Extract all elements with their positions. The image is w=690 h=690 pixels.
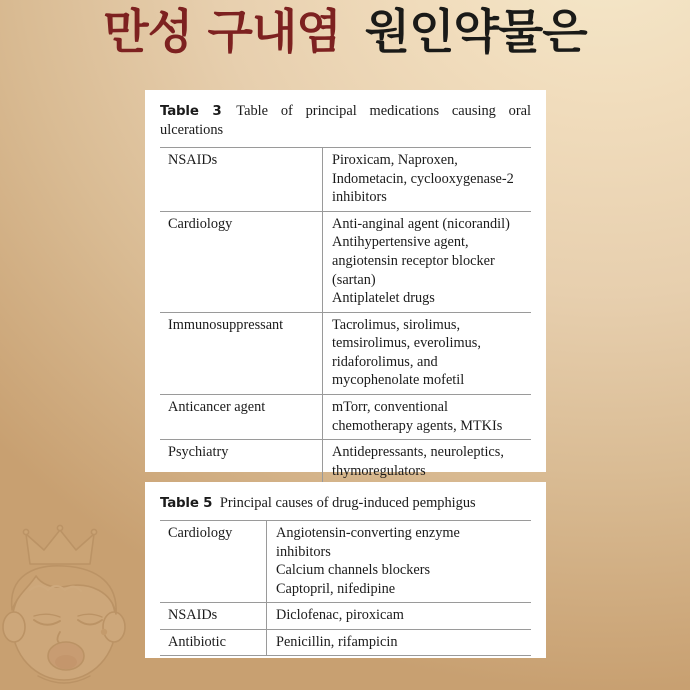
drug-line: Anti-anginal agent (nicorandil) [332,215,510,232]
drug-line: chemotherapy agents, MTKIs [332,417,503,434]
table5-body [160,521,531,656]
drug-line: Antidepressants, neuroleptics, [332,444,504,461]
table5-category: Cardiology [160,521,267,603]
table-row [160,394,531,439]
table3-caption-text: Table of principal medications causing oral ulcerations [160,103,531,139]
drug-line: inhibitors [332,189,387,206]
table3-panel [145,90,546,479]
title-part-red: 만성 구내염 [103,5,341,60]
table3 [160,147,531,485]
table3-drugs [323,211,532,312]
table-row [160,440,531,485]
drug-line: Calcium channels blockers [276,562,431,579]
drug-line: angiotensin receptor blocker [332,252,495,269]
table-row [160,521,531,603]
drug-line: Antihypertensive agent, [332,234,469,251]
table5-caption-text: Principal causes of drug-induced pemphigus [219,495,476,511]
table5-drugs [267,603,532,630]
table3-category: Immunosuppressant [160,312,323,394]
table5 [160,520,531,656]
drug-line: temsirolimus, everolimus, [332,335,481,352]
table-row [160,629,531,656]
table5-panel [145,482,546,658]
drug-line: Antiplatelet drugs [332,290,435,307]
table3-drugs [323,440,532,485]
title-part-dark: 원인약물은 [364,5,587,60]
drug-line: mycophenolate mofetil [332,372,465,389]
drug-line: Diclofenac, piroxicam [276,607,404,624]
drug-line: Angiotensin-converting enzyme [276,525,460,542]
table5-label: Table 5 [160,496,213,511]
drug-line: Tacrolimus, sirolimus, [332,316,461,333]
table3-category: Psychiatry [160,440,323,485]
table3-label: Table 3 [160,104,222,119]
crowned-boy-watermark-icon [0,524,164,690]
drug-line: Piroxicam, Naproxen, [332,152,458,169]
table3-drugs [323,312,532,394]
table3-category: Cardiology [160,211,323,312]
table-row [160,312,531,394]
drug-line: thymoregulators [332,462,426,479]
table-row [160,211,531,312]
drug-line: inhibitors [276,543,331,560]
table-row [160,603,531,630]
table3-drugs [323,148,532,212]
table-row [160,148,531,212]
table5-caption [160,494,531,513]
drug-line: Penicillin, rifampicin [276,633,398,650]
table3-category: NSAIDs [160,148,323,212]
table3-drugs [323,394,532,439]
table3-caption [160,102,531,140]
drug-line: mTorr, conventional [332,398,448,415]
table5-category: NSAIDs [160,603,267,630]
slide-title [0,4,690,63]
drug-line: (sartan) [332,271,376,288]
table3-category: Anticancer agent [160,394,323,439]
table5-drugs [267,521,532,603]
table3-body [160,148,531,485]
table5-category: Antibiotic [160,629,267,656]
table5-drugs [267,629,532,656]
drug-line: Captopril, nifedipine [276,580,396,597]
drug-line: ridaforolimus, and [332,353,438,370]
drug-line: Indometacin, cyclooxygenase-2 [332,170,514,187]
